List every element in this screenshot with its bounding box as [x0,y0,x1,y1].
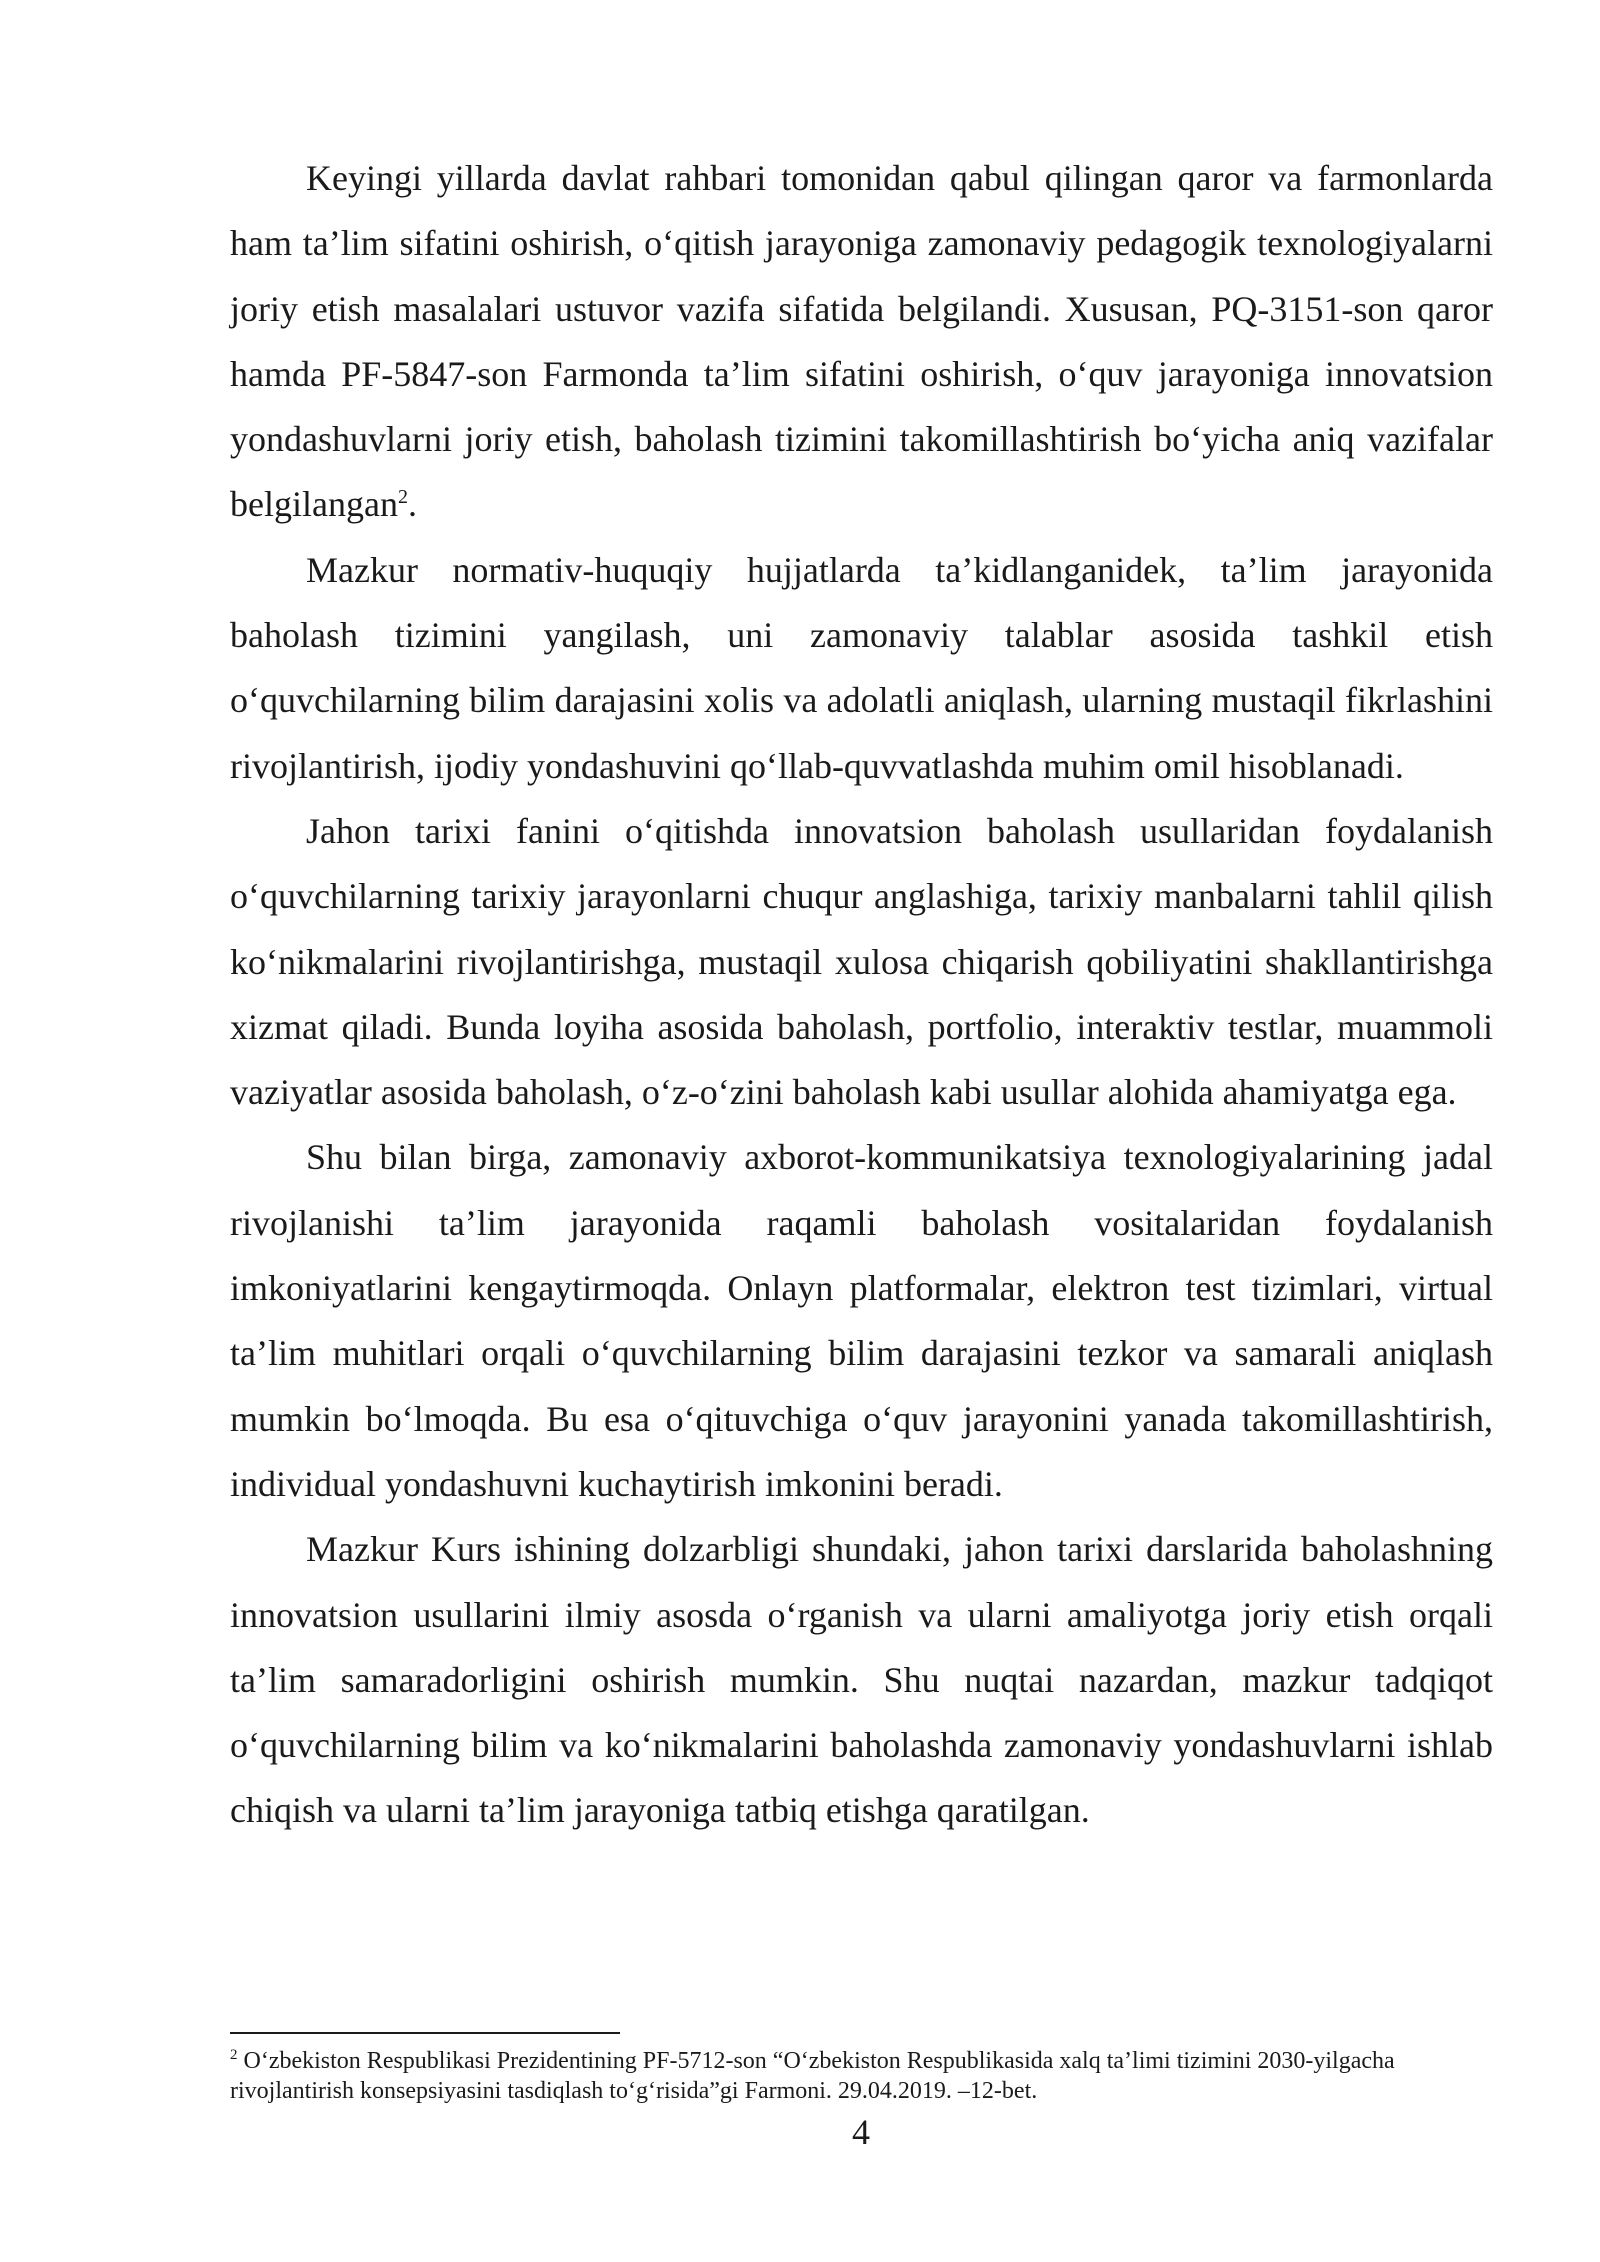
footnote [230,2046,1493,2106]
footnote-reference[interactable]: 2 [397,486,408,509]
footnote-text: O‘zbekiston Respublikasi Prezidentining PF-5712-son “O‘zbekiston Respublikasida xalq ta’limi tizimini 2030-yilgacha rivojlantirish konsepsiyasini tasdiqlash to‘g‘risida”gi Farmoni. 29.04.2019. –12-bet. [230,2048,1395,2104]
footnote-number: 2 [230,2047,238,2063]
paragraph-4: Shu bilan birga, zamonaviy axborot-kommunikatsiya texnologiyalarining jadal rivojlanishi ta’lim jarayonida raqamli baholash vositalaridan foydalanish imkoniyatlarini kengaytirmoqda. Onlayn platformalar, elektron test tizimlari, virtual ta’lim muhitlari orqali o‘quvchilarning bilim darajasini tezkor va samarali aniqlash mumkin bo‘lmoqda. Bu esa o‘qituvchiga o‘quv jarayonini yanada takomillashtirish, individual yondashuvni kuchaytirish imkonini beradi. [230,1137,1493,1504]
paragraph-1-tail: . [407,484,417,525]
body-text [230,146,1493,1844]
paragraph-2: Mazkur normativ-huquqiy hujjatlarda ta’kidlanganidek, ta’lim jarayonida baholash tizimini yangilash, uni zamonaviy talablar asosida tashkil etish o‘quvchilarning bilim darajasini xolis va adolatli aniqlash, ularning mustaqil fikrlashini rivojlantirish, ijodiy yondashuvini qo‘llab-quvvatlashda muhim omil hisoblanadi. [230,549,1493,786]
page-number: 4 [852,2112,870,2152]
paragraph-5: Mazkur Kurs ishining dolzarbligi shundaki, jahon tarixi darslarida baholashning innovatsion usullarini ilmiy asosda o‘rganish va ularni amaliyotga joriy etish orqali ta’lim samaradorligini oshirish mumkin. Shu nuqtai nazardan, mazkur tadqiqot o‘quvchilarning bilim va ko‘nikmalarini baholashda zamonaviy yondashuvlarni ishlab chiqish va ularni ta’lim jarayoniga tatbiq etishga qaratilgan. [230,1529,1493,1831]
paragraph-1 [230,146,1493,538]
paragraph-1-text: Keyingi yillarda davlat rahbari tomonidan qabul qilingan qaror va farmonlarda ham ta’lim sifatini oshirish, o‘qitish jarayoniga zamonaviy pedagogik texnologiyalarni joriy etish masalalari ustuvor vazifa sifatida belgilandi. Xususan, PQ-3151-son qaror hamda PF-5847-son Farmonda ta’lim sifatini oshirish, o‘quv jarayoniga innovatsion yondashuvlarni joriy etish, baholash tizimini takomillashtirish bo‘yicha aniq vazifalar belgilangan [230,158,1493,525]
paragraph-3: Jahon tarixi fanini o‘qitishda innovatsion baholash usullaridan foydalanish o‘quvchilarning tarixiy jarayonlarni chuqur anglashiga, tarixiy manbalarni tahlil qilish ko‘nikmalarini rivojlantirishga, mustaqil xulosa chiqarish qobiliyatini shakllantirishga xizmat qiladi. Bunda loyiha asosida baholash, portfolio, interaktiv testlar, muammoli vaziyatlar asosida baholash, o‘z-o‘zini baholash kabi usullar alohida ahamiyatga ega. [230,810,1493,1113]
footnote-separator [230,2032,620,2034]
